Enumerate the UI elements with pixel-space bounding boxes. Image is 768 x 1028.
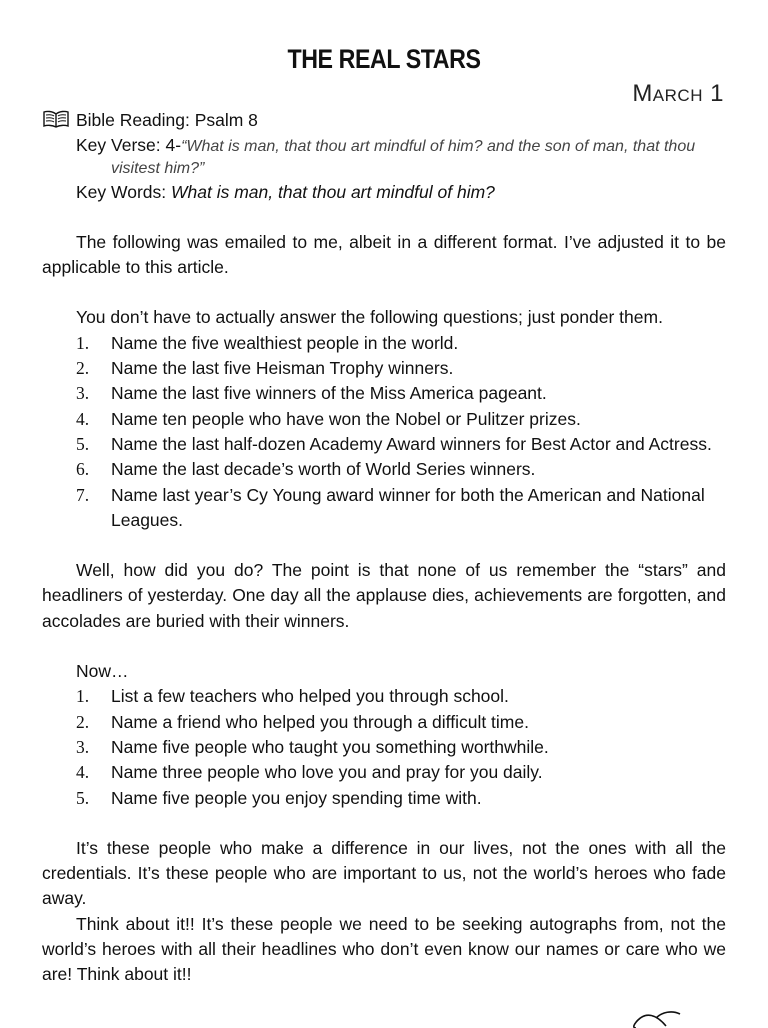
list-item <box>42 331 726 356</box>
list-item <box>42 407 726 432</box>
list-item-number: 2. <box>76 711 90 732</box>
intro-paragraph: The following was emailed to me, albeit in a different format. I’ve adjusted it to be applicable to this article. <box>42 231 726 278</box>
date-label: March 1 <box>632 80 724 107</box>
list-item-text: Name the last five Heisman Trophy winners. <box>111 358 454 379</box>
bible-reading-line <box>42 108 726 133</box>
list-item-text: Name a friend who helped you through a difficult time. <box>111 711 529 732</box>
questions-intro: You don’t have to actually answer the following questions; just ponder them. <box>76 307 663 328</box>
bible-reading-label: Bible Reading: Psalm 8 <box>76 110 258 130</box>
list-item <box>42 356 726 381</box>
list-item-text: Name the last half-dozen Academy Award winners for Best Actor and Actress. <box>111 433 712 454</box>
list-item-text: Name the last five winners of the Miss America pageant. <box>111 383 547 404</box>
reflection-paragraph: Well, how did you do? The point is that none of us remember the “stars” and headliners of yesterday. One day all the applause dies, achievements are forgotten, and accolades are buried with their winners. <box>42 560 726 631</box>
list-item-number: 4. <box>76 408 90 429</box>
list-item <box>42 735 726 760</box>
now-intro: Now… <box>76 661 129 682</box>
list-item-text: Name the five wealthiest people in the world. <box>111 332 459 353</box>
list-item-number: 1. <box>76 686 90 707</box>
list-item-number: 7. <box>76 484 90 505</box>
list-item-number: 5. <box>76 433 90 454</box>
closing-paragraph-1: It’s these people who make a difference in our lives, not the ones with all the credentials. It’s these people who are important to us, not the world’s heroes who fade away. <box>42 837 726 909</box>
key-words-label: Key Words: <box>76 181 171 202</box>
closing-paragraph-2: Think about it!! It’s these people we need to be seeking autographs from, not the world’s heroes with all their headlines who don’t even know our names or care who we are! Think about it!! <box>42 913 726 985</box>
key-words-text: What is man, that thou art mindful of him? <box>171 181 495 202</box>
now-list <box>42 684 726 810</box>
list-item <box>42 432 726 457</box>
list-item-text: Name last year’s Cy Young award winner for both the American and National Leagues. <box>111 484 705 530</box>
list-item-number: 4. <box>76 762 90 783</box>
list-item <box>42 684 726 709</box>
list-item <box>42 483 726 534</box>
list-item-number: 3. <box>76 736 90 757</box>
list-item-number: 1. <box>76 332 90 353</box>
list-item-text: List a few teachers who helped you through school. <box>111 686 509 707</box>
questions-list <box>42 331 726 533</box>
list-item <box>42 710 726 735</box>
signature-mark <box>626 1006 686 1028</box>
key-verse-text: “What is man, that thou art mindful of him? and the son of man, that thou <box>181 138 696 156</box>
list-item-text: Name ten people who have won the Nobel or Pulitzer prizes. <box>111 408 581 429</box>
list-item-number: 2. <box>76 358 90 379</box>
article-body <box>42 108 726 988</box>
list-item <box>42 786 726 811</box>
page-title: THE REAL STARS <box>287 44 481 74</box>
list-item <box>42 457 726 482</box>
list-item-text: Name three people who love you and pray for you daily. <box>111 762 543 783</box>
list-item-text: Name five people who taught you something worthwhile. <box>111 736 549 757</box>
key-verse-label: Key Verse: 4- <box>76 135 182 156</box>
list-item <box>42 760 726 785</box>
list-item-number: 5. <box>76 787 90 808</box>
key-verse-continuation: visitest him?” <box>111 159 205 177</box>
list-item-text: Name the last decade’s worth of World Series winners. <box>111 459 536 480</box>
list-item-number: 6. <box>76 459 90 480</box>
key-verse-line <box>42 133 726 159</box>
list-item-text: Name five people you enjoy spending time with. <box>111 787 482 808</box>
list-item <box>42 381 726 406</box>
open-book-icon <box>42 110 70 128</box>
list-item-number: 3. <box>76 383 90 404</box>
key-words-line <box>42 180 726 205</box>
